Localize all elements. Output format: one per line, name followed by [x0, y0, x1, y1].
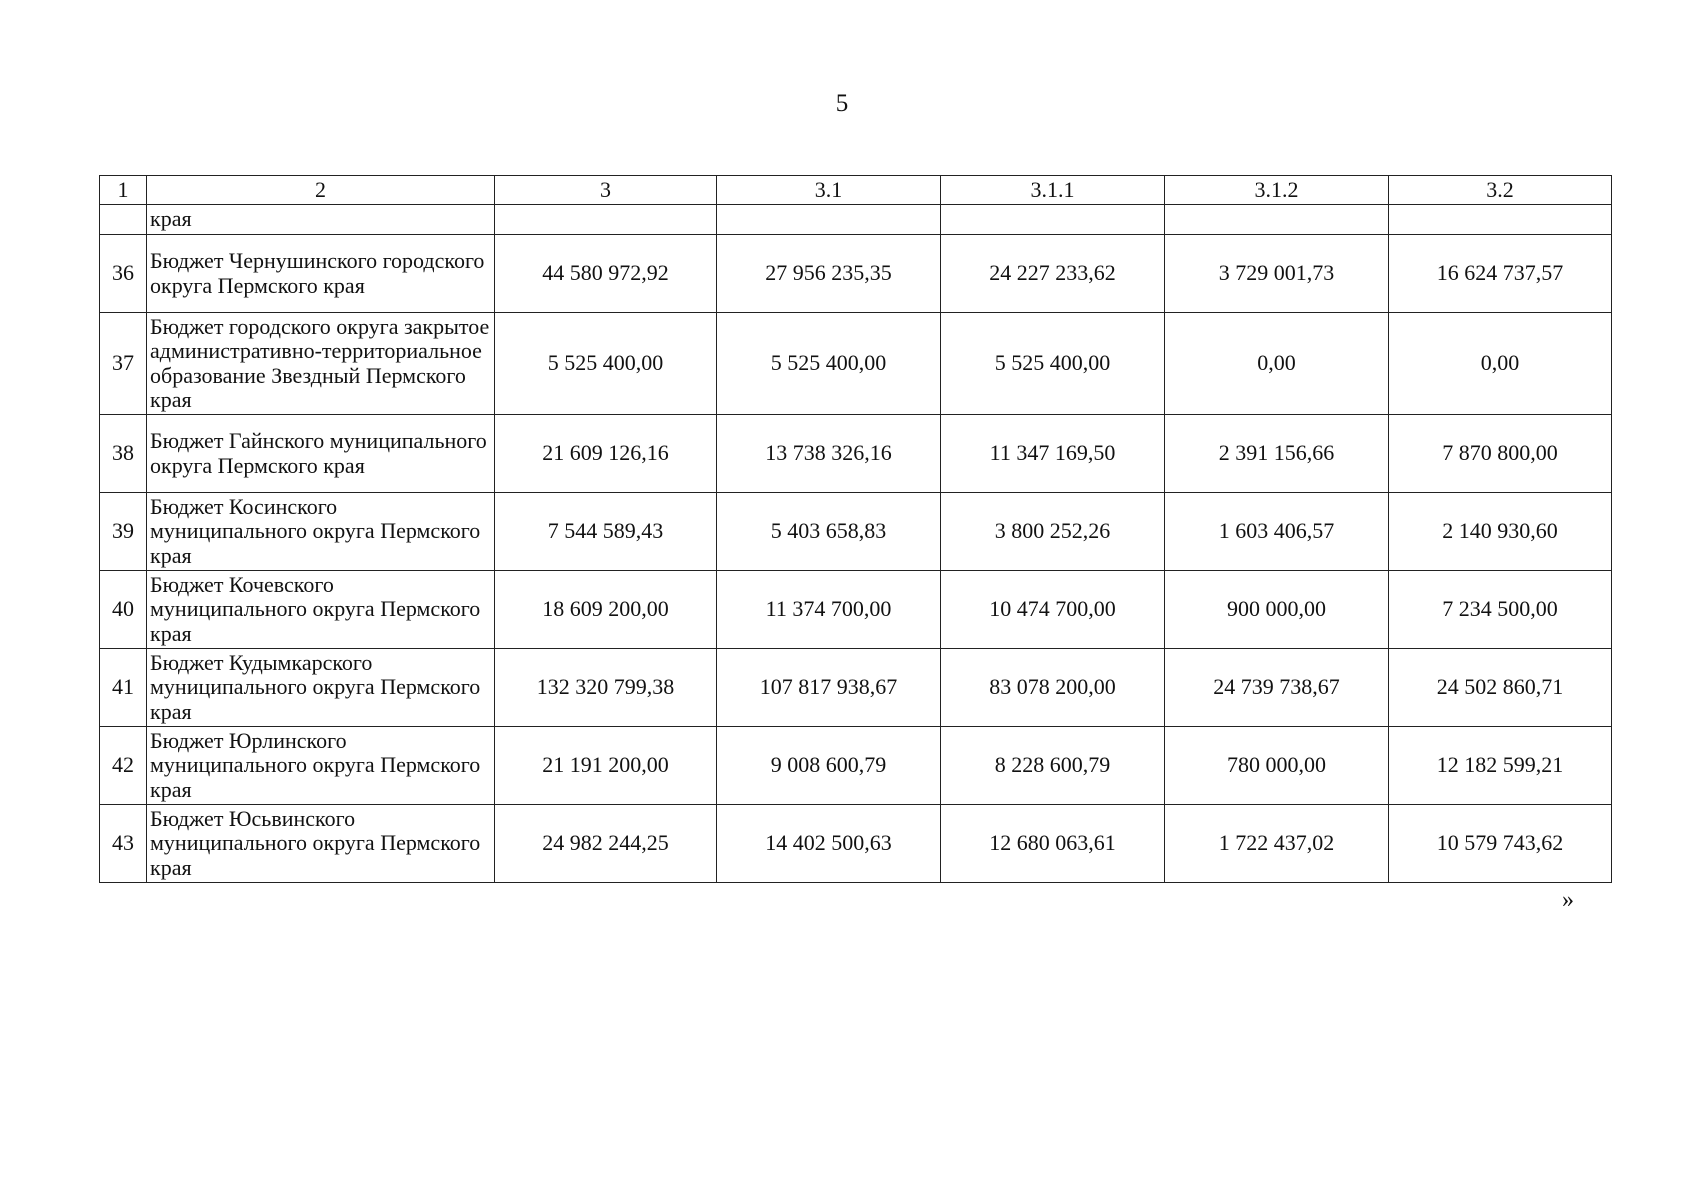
budget-name: Бюджет Чернушинского городского округа Пермского края	[147, 235, 495, 313]
value-cell: 10 474 700,00	[941, 571, 1165, 649]
row-number: 41	[100, 649, 147, 727]
budget-name: Бюджет Юрлинского муниципального округа Пермского края	[147, 727, 495, 805]
value-cell: 11 347 169,50	[941, 415, 1165, 493]
value-cell	[1389, 205, 1612, 235]
header-cell: 2	[147, 176, 495, 205]
table-row	[100, 571, 1612, 649]
value-cell	[717, 205, 941, 235]
value-cell: 21 609 126,16	[495, 415, 717, 493]
page-number: 5	[835, 90, 849, 117]
table-row	[100, 313, 1612, 415]
value-cell: 1 603 406,57	[1165, 493, 1389, 571]
value-cell: 2 140 930,60	[1389, 493, 1612, 571]
value-cell: 27 956 235,35	[717, 235, 941, 313]
table-row	[100, 649, 1612, 727]
budget-name: Бюджет городского округа закрытое административно-территориальное образование Звездный Пермского края	[147, 313, 495, 415]
header-cell: 3.1.1	[941, 176, 1165, 205]
value-cell: 3 800 252,26	[941, 493, 1165, 571]
value-cell: 5 525 400,00	[495, 313, 717, 415]
table-header-row	[100, 176, 1612, 205]
value-cell: 24 227 233,62	[941, 235, 1165, 313]
value-cell: 0,00	[1389, 313, 1612, 415]
value-cell: 14 402 500,63	[717, 805, 941, 883]
value-cell: 12 680 063,61	[941, 805, 1165, 883]
value-cell: 132 320 799,38	[495, 649, 717, 727]
value-cell	[1165, 205, 1389, 235]
value-cell: 780 000,00	[1165, 727, 1389, 805]
budget-name: Бюджет Кудымкарского муниципального округа Пермского края	[147, 649, 495, 727]
table-row	[100, 727, 1612, 805]
budget-table	[99, 175, 1612, 883]
value-cell: 107 817 938,67	[717, 649, 941, 727]
table-row	[100, 493, 1612, 571]
row-number: 42	[100, 727, 147, 805]
value-cell: 83 078 200,00	[941, 649, 1165, 727]
budget-name: Бюджет Юсьвинского муниципального округа Пермского края	[147, 805, 495, 883]
value-cell: 3 729 001,73	[1165, 235, 1389, 313]
header-cell: 3	[495, 176, 717, 205]
header-cell: 3.1	[717, 176, 941, 205]
table-row-continuation	[100, 205, 1612, 235]
header-cell: 3.1.2	[1165, 176, 1389, 205]
row-number: 43	[100, 805, 147, 883]
value-cell	[495, 205, 717, 235]
value-cell: 24 739 738,67	[1165, 649, 1389, 727]
value-cell: 5 525 400,00	[717, 313, 941, 415]
value-cell: 24 982 244,25	[495, 805, 717, 883]
value-cell: 21 191 200,00	[495, 727, 717, 805]
value-cell: 8 228 600,79	[941, 727, 1165, 805]
value-cell	[941, 205, 1165, 235]
closing-quote: »	[1562, 887, 1574, 913]
row-number: 37	[100, 313, 147, 415]
budget-name: Бюджет Косинского муниципального округа Пермского края	[147, 493, 495, 571]
table-row	[100, 805, 1612, 883]
value-cell: 7 234 500,00	[1389, 571, 1612, 649]
header-cell: 3.2	[1389, 176, 1612, 205]
value-cell: 16 624 737,57	[1389, 235, 1612, 313]
value-cell: 7 544 589,43	[495, 493, 717, 571]
value-cell: 24 502 860,71	[1389, 649, 1612, 727]
value-cell: 5 525 400,00	[941, 313, 1165, 415]
value-cell: 44 580 972,92	[495, 235, 717, 313]
row-number: 38	[100, 415, 147, 493]
value-cell: 10 579 743,62	[1389, 805, 1612, 883]
table-row	[100, 415, 1612, 493]
value-cell: 18 609 200,00	[495, 571, 717, 649]
row-number: 40	[100, 571, 147, 649]
budget-name: Бюджет Гайнского муниципального округа Пермского края	[147, 415, 495, 493]
value-cell: 2 391 156,66	[1165, 415, 1389, 493]
row-number	[100, 205, 147, 235]
value-cell: 11 374 700,00	[717, 571, 941, 649]
value-cell: 7 870 800,00	[1389, 415, 1612, 493]
row-number: 39	[100, 493, 147, 571]
value-cell: 9 008 600,79	[717, 727, 941, 805]
budget-name: Бюджет Кочевского муниципального округа Пермского края	[147, 571, 495, 649]
value-cell: 900 000,00	[1165, 571, 1389, 649]
row-number: 36	[100, 235, 147, 313]
value-cell: 0,00	[1165, 313, 1389, 415]
value-cell: 1 722 437,02	[1165, 805, 1389, 883]
value-cell: 12 182 599,21	[1389, 727, 1612, 805]
value-cell: 5 403 658,83	[717, 493, 941, 571]
table-row	[100, 235, 1612, 313]
header-cell: 1	[100, 176, 147, 205]
value-cell: 13 738 326,16	[717, 415, 941, 493]
budget-name: края	[147, 205, 495, 235]
